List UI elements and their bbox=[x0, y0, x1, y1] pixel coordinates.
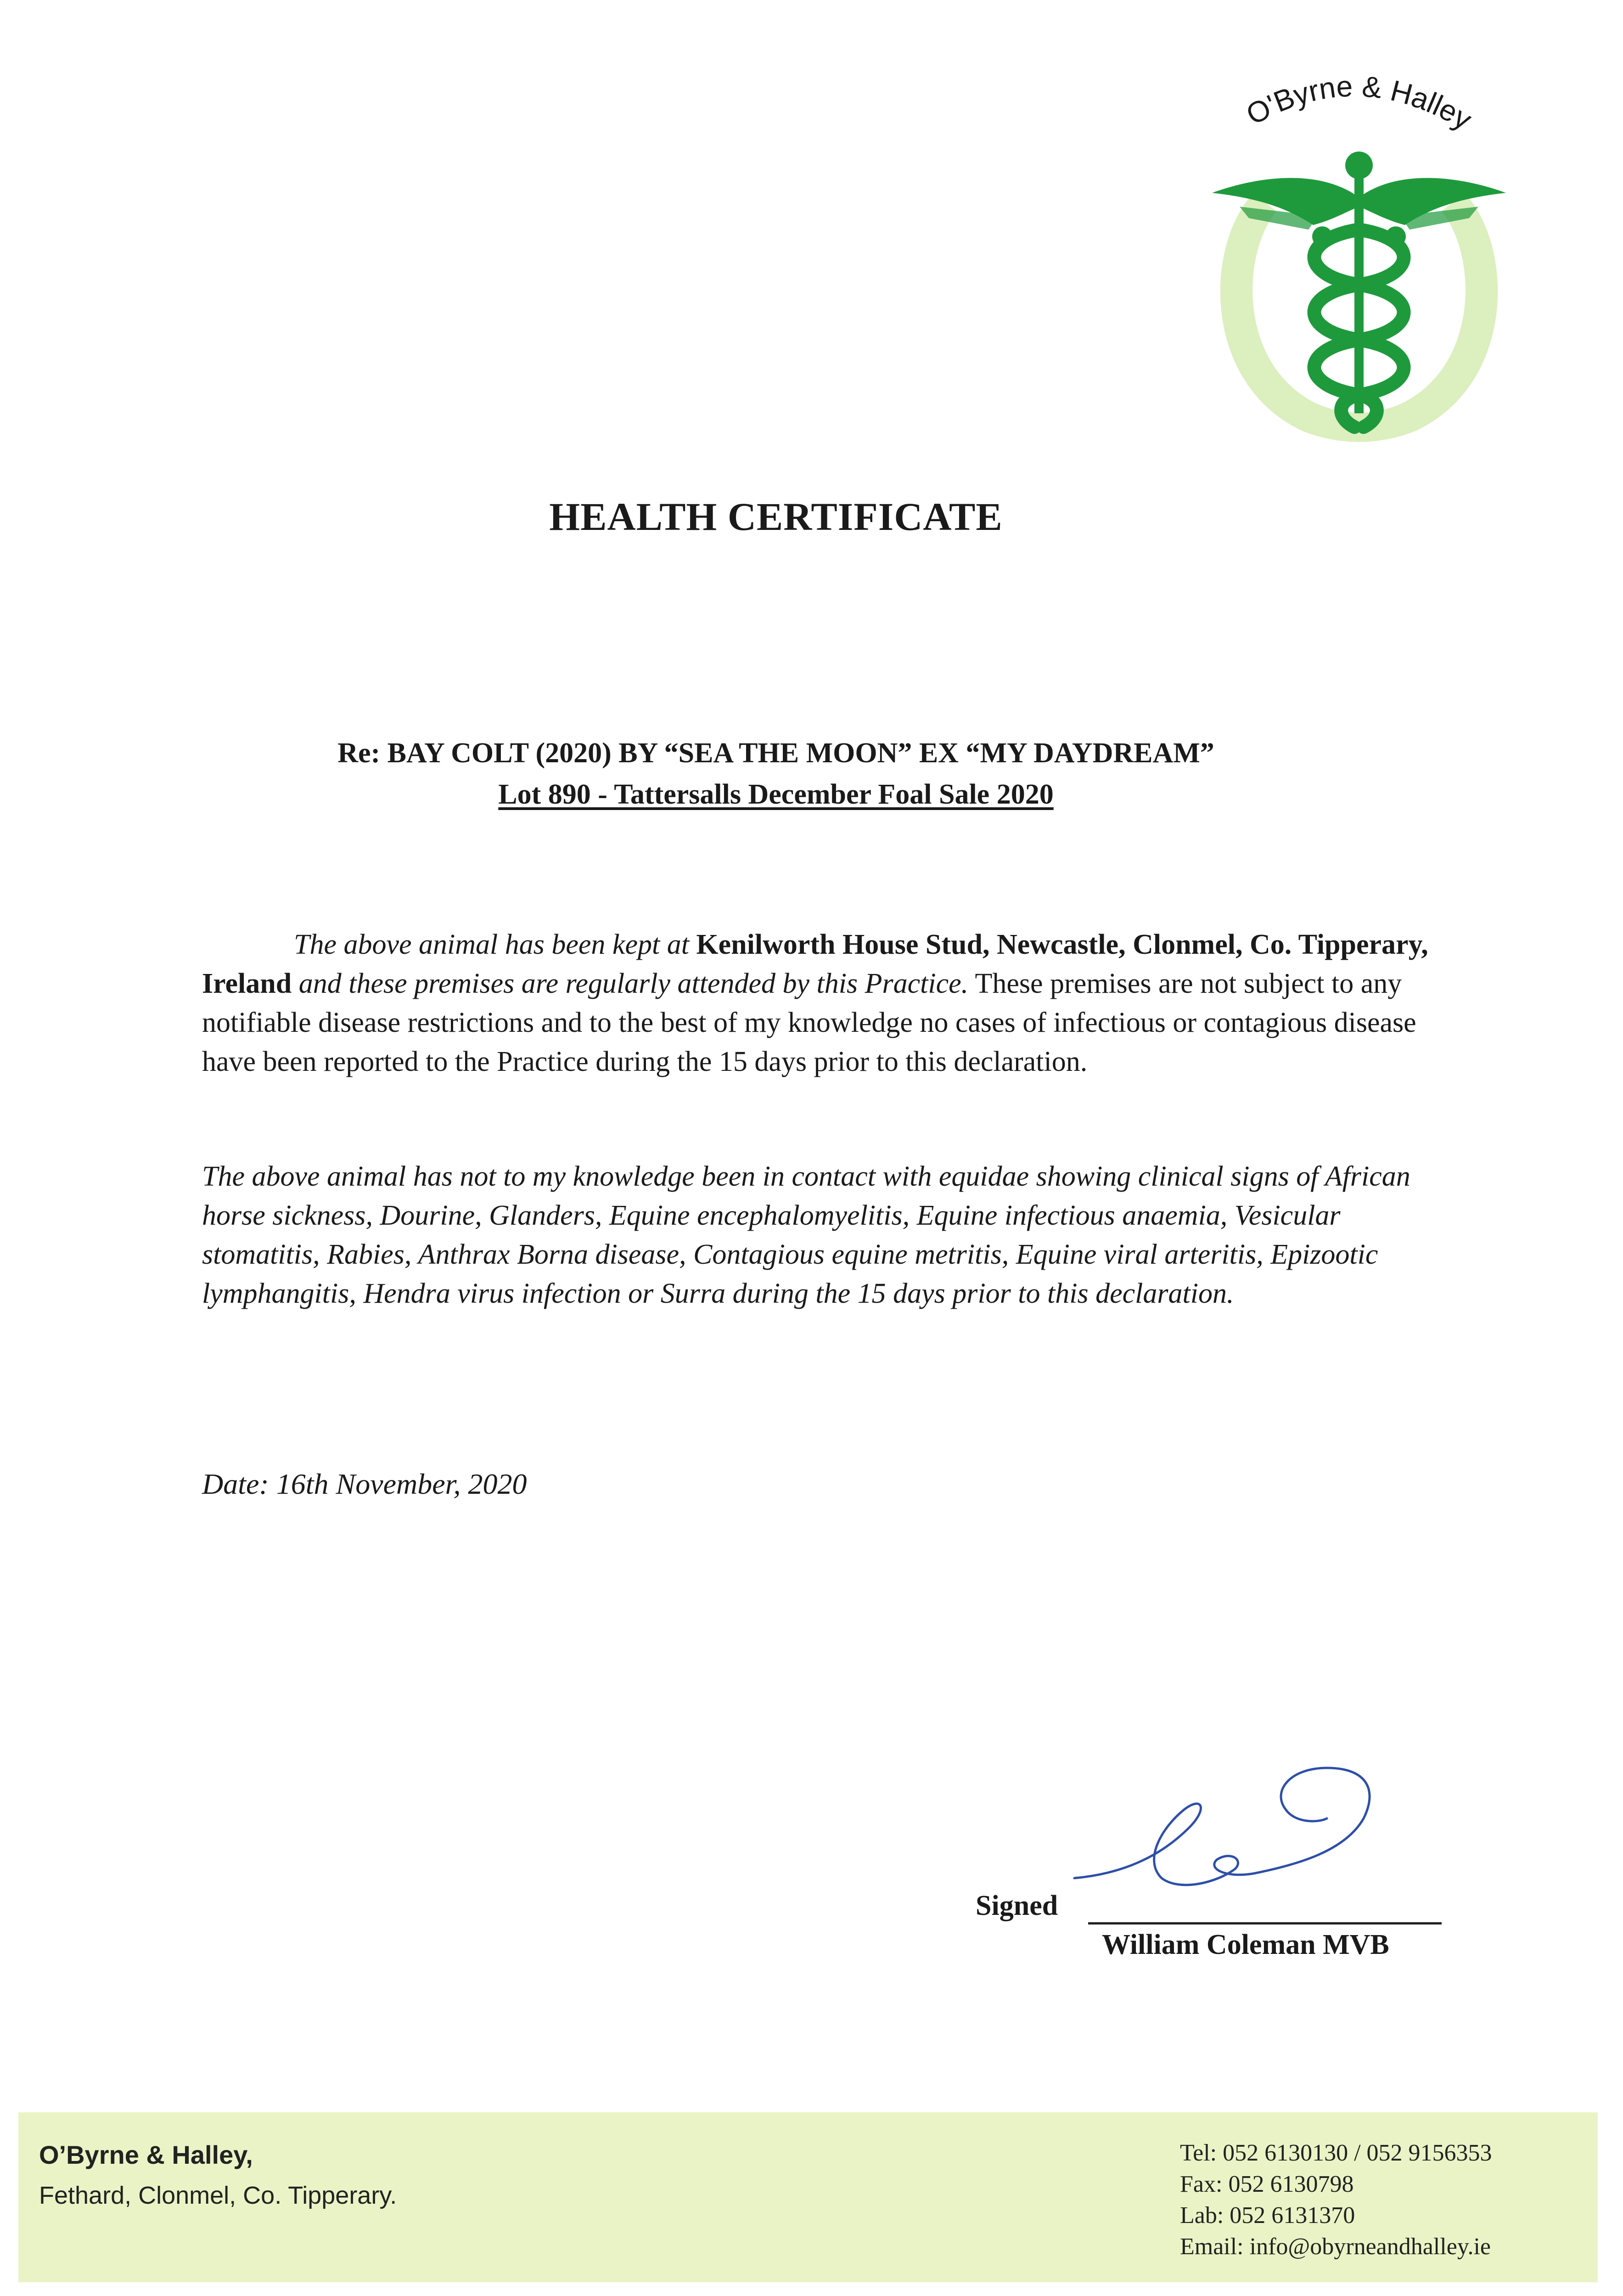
lot-text: Lot 890 - Tattersalls December Foal Sale 2020 bbox=[498, 779, 1054, 810]
signature-line bbox=[1088, 1922, 1442, 1925]
footer-contacts bbox=[1180, 2138, 1492, 2262]
footer-tel: Tel: 052 6130130 / 052 9156353 bbox=[1180, 2140, 1492, 2166]
subject-lot-line bbox=[0, 778, 1552, 811]
caduceus-horseshoe-icon bbox=[1185, 55, 1533, 459]
document-title: HEALTH CERTIFICATE bbox=[549, 495, 1003, 539]
practice-logo bbox=[1185, 55, 1533, 459]
subject-re-line: Re: BAY COLT (2020) BY “SEA THE MOON” EX “MY DAYDREAM” bbox=[337, 737, 1214, 769]
premises-paragraph bbox=[202, 925, 1460, 1081]
letterhead-footer bbox=[18, 2112, 1598, 2282]
signed-label: Signed bbox=[976, 1890, 1058, 1921]
para1-intro: The above animal has been kept at bbox=[294, 929, 696, 960]
certificate-date: Date: 16th November, 2020 bbox=[202, 1468, 527, 1500]
logo-text: O'Byrne & Halley bbox=[1241, 69, 1477, 136]
footer-fax: Fax: 052 6130798 bbox=[1180, 2171, 1354, 2197]
handwritten-signature bbox=[1070, 1740, 1437, 1924]
para1-rest: These premises are not subject to any notifiable disease restrictions and to the best of my knowledge no cases of infectious or contagious disease have been reported to the Practice during the 15 days prior to this declaration. bbox=[202, 968, 1416, 1077]
para1-mid: and these premises are regularly attended by this Practice. bbox=[292, 968, 969, 999]
footer-email: Email: info@obyrneandhalley.ie bbox=[1180, 2234, 1491, 2260]
disease-contact-paragraph: The above animal has not to my knowledge been in contact with equidae showing clinical signs of African horse sickness, Dourine, Glanders, Equine encephalomyelitis, Equine infectious anaemia, Vesicular stomatitis, Rabies, Anthrax Borna disease, Contagious equine metritis, Equine viral arteritis, Epizootic lymphangitis, Hendra virus infection or Surra during the 15 days prior to this declaration. bbox=[202, 1161, 1410, 1309]
para1-location: Kenilworth House Stud, Newcastle, Clonmel, Co. Tipperary, Ireland bbox=[202, 929, 1428, 999]
signer-name: William Coleman MVB bbox=[1102, 1929, 1389, 1960]
footer-lab: Lab: 052 6131370 bbox=[1180, 2202, 1355, 2228]
footer-address: Fethard, Clonmel, Co. Tipperary. bbox=[39, 2182, 397, 2209]
footer-practice-name: O’Byrne & Halley, bbox=[39, 2140, 253, 2169]
